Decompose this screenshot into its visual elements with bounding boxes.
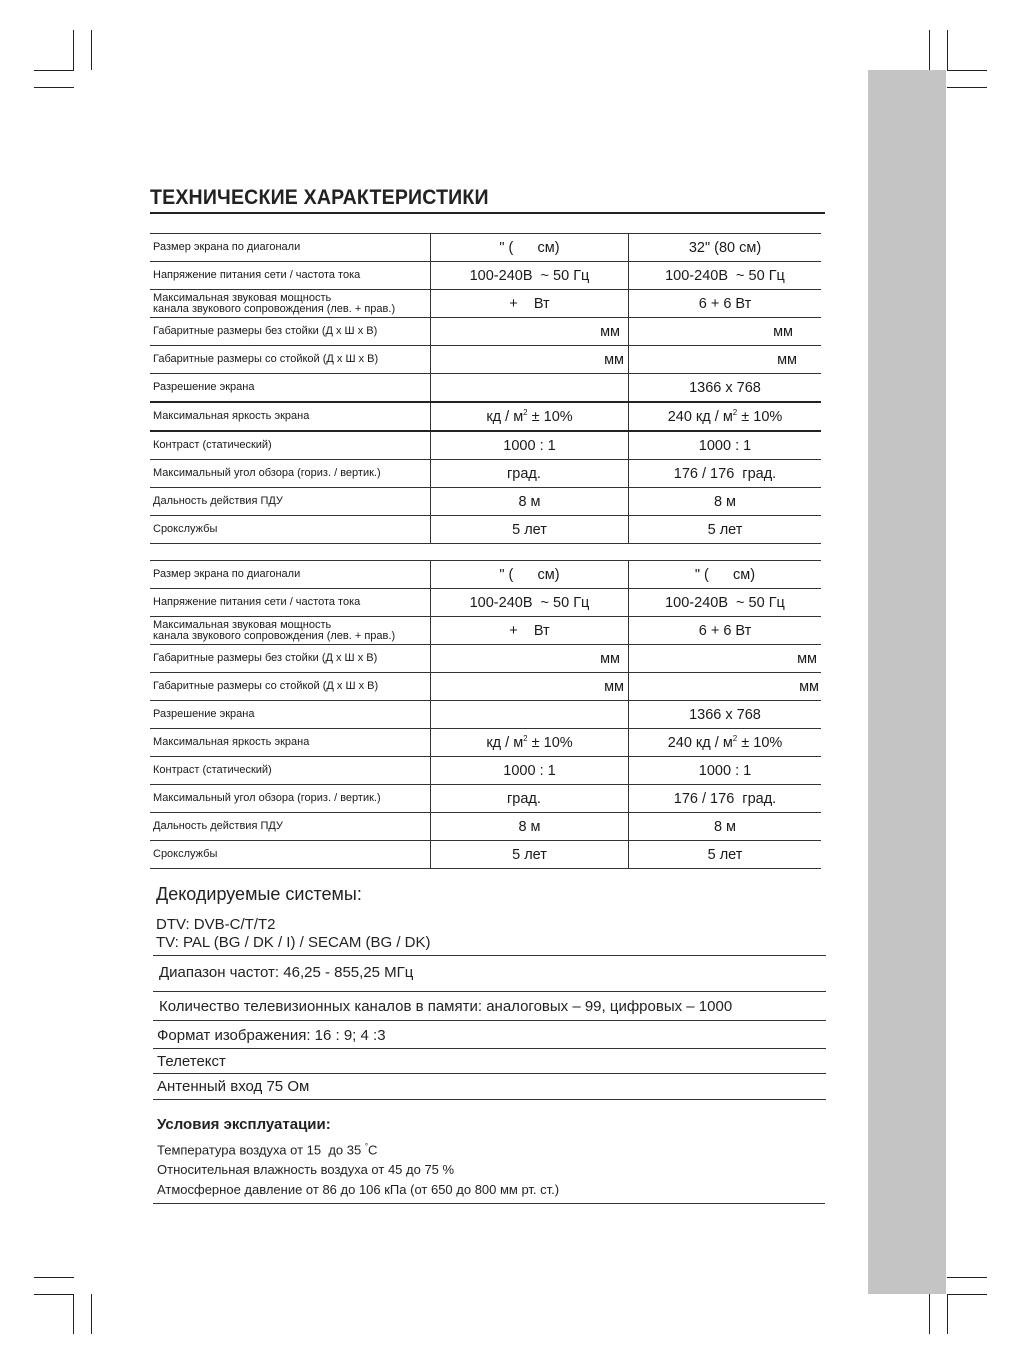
table-row [150, 617, 821, 645]
value-col-2: 8 м [629, 488, 822, 516]
superscript: 2 [523, 408, 528, 418]
row-label: Срокслужбы [150, 841, 431, 869]
value-col-1: 8 м [431, 813, 629, 841]
table-row [150, 729, 821, 757]
value-col-2: " ( см) [629, 561, 822, 589]
crop-mark [91, 1294, 92, 1334]
temperature-text: Температура воздуха от 15 до 35 [157, 1142, 365, 1158]
brightness-tolerance: ± 10% [737, 734, 783, 751]
spec-table-2 [150, 560, 821, 869]
row-label: Размер экрана по диагонали [150, 561, 431, 589]
value-col-1 [431, 701, 629, 729]
value-col-2: 1366 x 768 [629, 374, 822, 403]
brightness-unit: кд / м [486, 408, 524, 425]
divider [153, 991, 826, 992]
value-col-1 [431, 402, 629, 431]
conditions-temperature [157, 1142, 377, 1157]
superscript: 2 [732, 408, 738, 418]
table-row [150, 561, 821, 589]
table-row [150, 402, 821, 431]
row-label: Габаритные размеры без стойки (Д х Ш х В) [150, 318, 431, 346]
brightness-tolerance: ± 10% [527, 408, 573, 425]
brightness-tolerance: ± 10% [737, 408, 783, 425]
crop-mark [34, 1277, 74, 1278]
row-label: Максимальный угол обзора (гориз. / вертик.) [150, 460, 431, 488]
value-col-2: 6 + 6 Вт [629, 290, 822, 318]
value-col-1: " ( см) [431, 561, 629, 589]
crop-mark [947, 1277, 987, 1278]
table-row [150, 813, 821, 841]
degree-sign: ° [364, 1142, 369, 1151]
value-col-1: град. [431, 785, 629, 813]
brightness-unit: кд / м [486, 734, 524, 751]
table-row [150, 460, 821, 488]
row-label: Срокслужбы [150, 516, 431, 544]
value-col-2: 6 + 6 Вт [629, 617, 822, 645]
table-row [150, 757, 821, 785]
table-row [150, 431, 821, 460]
row-label: Контраст (статический) [150, 757, 431, 785]
crop-mark [947, 1294, 987, 1295]
value-col-2: 5 лет [629, 516, 822, 544]
page-edge-tab [868, 70, 946, 1294]
row-label: Габаритные размеры со стойкой (Д х Ш х В) [150, 346, 431, 374]
row-label: Максимальная яркость экрана [150, 729, 431, 757]
row-label: Размер экрана по диагонали [150, 234, 431, 262]
table-row [150, 785, 821, 813]
row-label: Габаритные размеры без стойки (Д х Ш х В) [150, 645, 431, 673]
value-col-1 [431, 374, 629, 403]
value-col-2: 1366 x 768 [629, 701, 822, 729]
table-row [150, 262, 821, 290]
value-col-1: 100-240В ~ 50 Гц [431, 589, 629, 617]
row-label-line: канала звукового сопровождения (лев. + прав.) [153, 302, 396, 315]
value-col-1: мм [431, 346, 629, 374]
value-col-1: мм [431, 318, 629, 346]
table-row [150, 346, 821, 374]
divider [153, 1073, 826, 1074]
crop-mark [34, 87, 74, 88]
table-row [150, 290, 821, 318]
table-row [150, 701, 821, 729]
row-label: Напряжение питания сети / частота тока [150, 589, 431, 617]
row-label: Напряжение питания сети / частота тока [150, 262, 431, 290]
title-divider [150, 212, 825, 214]
value-col-1: град. [431, 460, 629, 488]
value-col-2 [629, 729, 822, 757]
page-title: ТЕХНИЧЕСКИЕ ХАРАКТЕРИСТИКИ [150, 186, 489, 209]
value-col-2: мм [629, 673, 822, 701]
table-row [150, 516, 821, 544]
value-col-2: 32" (80 см) [629, 234, 822, 262]
crop-mark [947, 87, 987, 88]
value-col-1: 100-240В ~ 50 Гц [431, 262, 629, 290]
divider [153, 1099, 826, 1100]
conditions-title: Условия эксплуатации: [157, 1116, 331, 1133]
superscript: 2 [732, 734, 738, 744]
value-col-1: + Вт [431, 290, 629, 318]
row-label-line: канала звукового сопровождения (лев. + прав.) [153, 629, 396, 642]
row-label: Разрешение экрана [150, 701, 431, 729]
value-col-2: мм [629, 318, 822, 346]
value-col-2: 8 м [629, 813, 822, 841]
value-col-1: мм [431, 673, 629, 701]
row-label: Габаритные размеры со стойкой (Д х Ш х В) [150, 673, 431, 701]
value-col-2: 100-240В ~ 50 Гц [629, 262, 822, 290]
value-col-1: + Вт [431, 617, 629, 645]
decoding-line-dtv: DTV: DVB-C/T/T2 [156, 916, 276, 933]
channel-count: Количество телевизионных каналов в памяти: аналоговых – 99, цифровых – 1000 [159, 998, 733, 1015]
value-col-1: мм [431, 645, 629, 673]
row-label: Максимальная яркость экрана [150, 402, 431, 431]
row-label: Дальность действия ПДУ [150, 813, 431, 841]
frequency-range: Диапазон частот: 46,25 - 855,25 МГц [159, 964, 414, 981]
value-col-1: 5 лет [431, 841, 629, 869]
table-row [150, 645, 821, 673]
row-label: Максимальный угол обзора (гориз. / вертик.) [150, 785, 431, 813]
crop-mark [73, 30, 74, 70]
crop-mark [34, 1294, 74, 1295]
image-format: Формат изображения: 16 : 9; 4 :3 [157, 1027, 386, 1044]
crop-mark [929, 30, 930, 70]
row-label: Контраст (статический) [150, 431, 431, 460]
crop-mark [947, 70, 987, 71]
value-col-2: мм [629, 346, 822, 374]
value-col-1: " ( см) [431, 234, 629, 262]
table-row [150, 673, 821, 701]
value-col-2: 5 лет [629, 841, 822, 869]
row-label [150, 290, 431, 318]
spec-table-1 [150, 233, 821, 544]
crop-mark [929, 1294, 930, 1334]
brightness-unit: 240 кд / м [667, 734, 733, 751]
row-label [150, 617, 431, 645]
crop-mark [947, 30, 948, 70]
value-col-2: мм [629, 645, 822, 673]
value-col-2: 176 / 176 град. [629, 460, 822, 488]
table-row [150, 488, 821, 516]
crop-mark [34, 70, 74, 71]
conditions-pressure: Атмосферное давление от 86 до 106 кПа (от 650 до 800 мм рт. ст.) [157, 1182, 560, 1197]
table-row [150, 318, 821, 346]
divider [153, 1203, 825, 1204]
row-label-line: Максимальная звуковая мощность [153, 291, 332, 304]
value-col-2: 1000 : 1 [629, 431, 822, 460]
teletext: Телетекст [157, 1053, 226, 1070]
table-row [150, 841, 821, 869]
row-label: Разрешение экрана [150, 374, 431, 403]
divider [153, 955, 826, 956]
value-col-2: 176 / 176 град. [629, 785, 822, 813]
crop-mark [947, 1294, 948, 1334]
divider [153, 1048, 826, 1049]
table-row [150, 234, 821, 262]
brightness-unit: 240 кд / м [667, 408, 733, 425]
table-row [150, 374, 821, 403]
value-col-1: 5 лет [431, 516, 629, 544]
value-col-1: 1000 : 1 [431, 431, 629, 460]
row-label-line: Максимальная звуковая мощность [153, 618, 332, 631]
conditions-humidity: Относительная влажность воздуха от 45 до 75 % [157, 1162, 455, 1177]
value-col-2: 1000 : 1 [629, 757, 822, 785]
decoding-title: Декодируемые системы: [156, 884, 362, 904]
divider [153, 1020, 826, 1021]
decoding-line-tv: TV: PAL (BG / DK / I) / SECAM (BG / DK) [156, 934, 431, 951]
antenna-input: Антенный вход 75 Ом [157, 1078, 310, 1095]
value-col-1: 1000 : 1 [431, 757, 629, 785]
superscript: 2 [523, 734, 528, 744]
crop-mark [73, 1294, 74, 1334]
value-col-1 [431, 729, 629, 757]
crop-mark [91, 30, 92, 70]
temperature-unit: C [368, 1142, 378, 1158]
brightness-tolerance: ± 10% [527, 734, 573, 751]
table-row [150, 589, 821, 617]
value-col-1: 8 м [431, 488, 629, 516]
value-col-2: 100-240В ~ 50 Гц [629, 589, 822, 617]
value-col-2 [629, 402, 822, 431]
row-label: Дальность действия ПДУ [150, 488, 431, 516]
